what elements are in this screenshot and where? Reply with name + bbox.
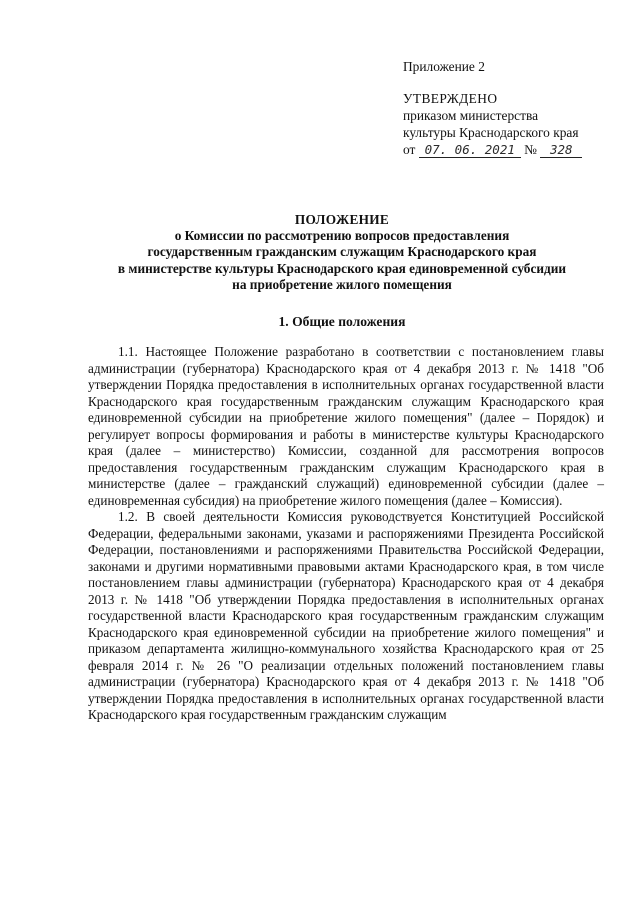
approval-date-line [403,141,635,158]
approval-block [403,58,635,158]
from-label: от [403,142,416,157]
paragraph-1-1: 1.1. Настоящее Положение разработано в соответствии с постановлением главы администрации (губернатора) Краснодарского края от 4 декабря 2013 г. № 1418 "Об утверждении Порядка предоставления в исполнительных органах государственной власти Краснодарского края государственным гражданским служащим Краснодарского края единовременной субсидии на приобретение жилого помещения" (далее – Порядок) и регулирует вопросы формирования и работы в министерстве культуры Краснодарского края (далее – министерство) Комиссии, созданной для рассмотрения вопросов предоставления государственным гражданским служащим Краснодарского края в министерстве (далее – гражданский служащий) единовременной субсидии (далее – единовременная субсидия) на приобретение жилого помещения (далее – Комиссия). [88,344,604,508]
approved-stamp-text: УТВЕРЖДЕНО [403,91,498,106]
document-body [88,344,604,724]
heading-line-4: на приобретение жилого помещения [232,276,452,292]
heading-line-2: государственным гражданским служащим Краснодарского края [147,244,537,260]
document-heading [60,212,624,293]
number-label: № [524,142,537,157]
handwritten-number: 328 [540,143,582,158]
document-title: ПОЛОЖЕНИЕ [294,212,390,227]
paragraph-1-2: 1.2. В своей деятельности Комиссия руководствуется Конституцией Российской Федерации, федеральными законами, указами и распоряжениями Президента Российской Федерации, постановлениями и распоряжениями Правительства Российской Федерации, законами и другими нормативными правовыми актами Краснодарского края, в том числе постановлением главы администрации (губернатора) Краснодарского края от 4 декабря 2013 г. № 1418 "Об утверждении Порядка предоставления в исполнительных органах государственной власти Краснодарского края государственным гражданским служащим Краснодарского края единовременной субсидии на приобретение жилого помещения" и приказом департамента жилищно-коммунального хозяйства Краснодарского края от 25 февраля 2014 г. № 26 "О реализации отдельных положений постановлением главы администрации (губернатора) Краснодарского края от 4 декабря 2013 г. № 1418 "Об утверждении Порядка предоставления в исполнительных органах государственной власти Краснодарского края государственным гражданским служащим [88,509,604,722]
approval-line-2: культуры Краснодарского края [403,125,579,140]
heading-line-3: в министерстве культуры Краснодарского края единовременной субсидии [117,260,567,276]
appendix-label: Приложение 2 [403,59,485,74]
heading-line-1: о Комиссии по рассмотрению вопросов предоставления [174,228,510,244]
section-title: 1. Общие положения [278,314,406,329]
approval-line-1: приказом министерства [403,108,539,123]
handwritten-date: 07. 06. 2021 [419,143,521,158]
